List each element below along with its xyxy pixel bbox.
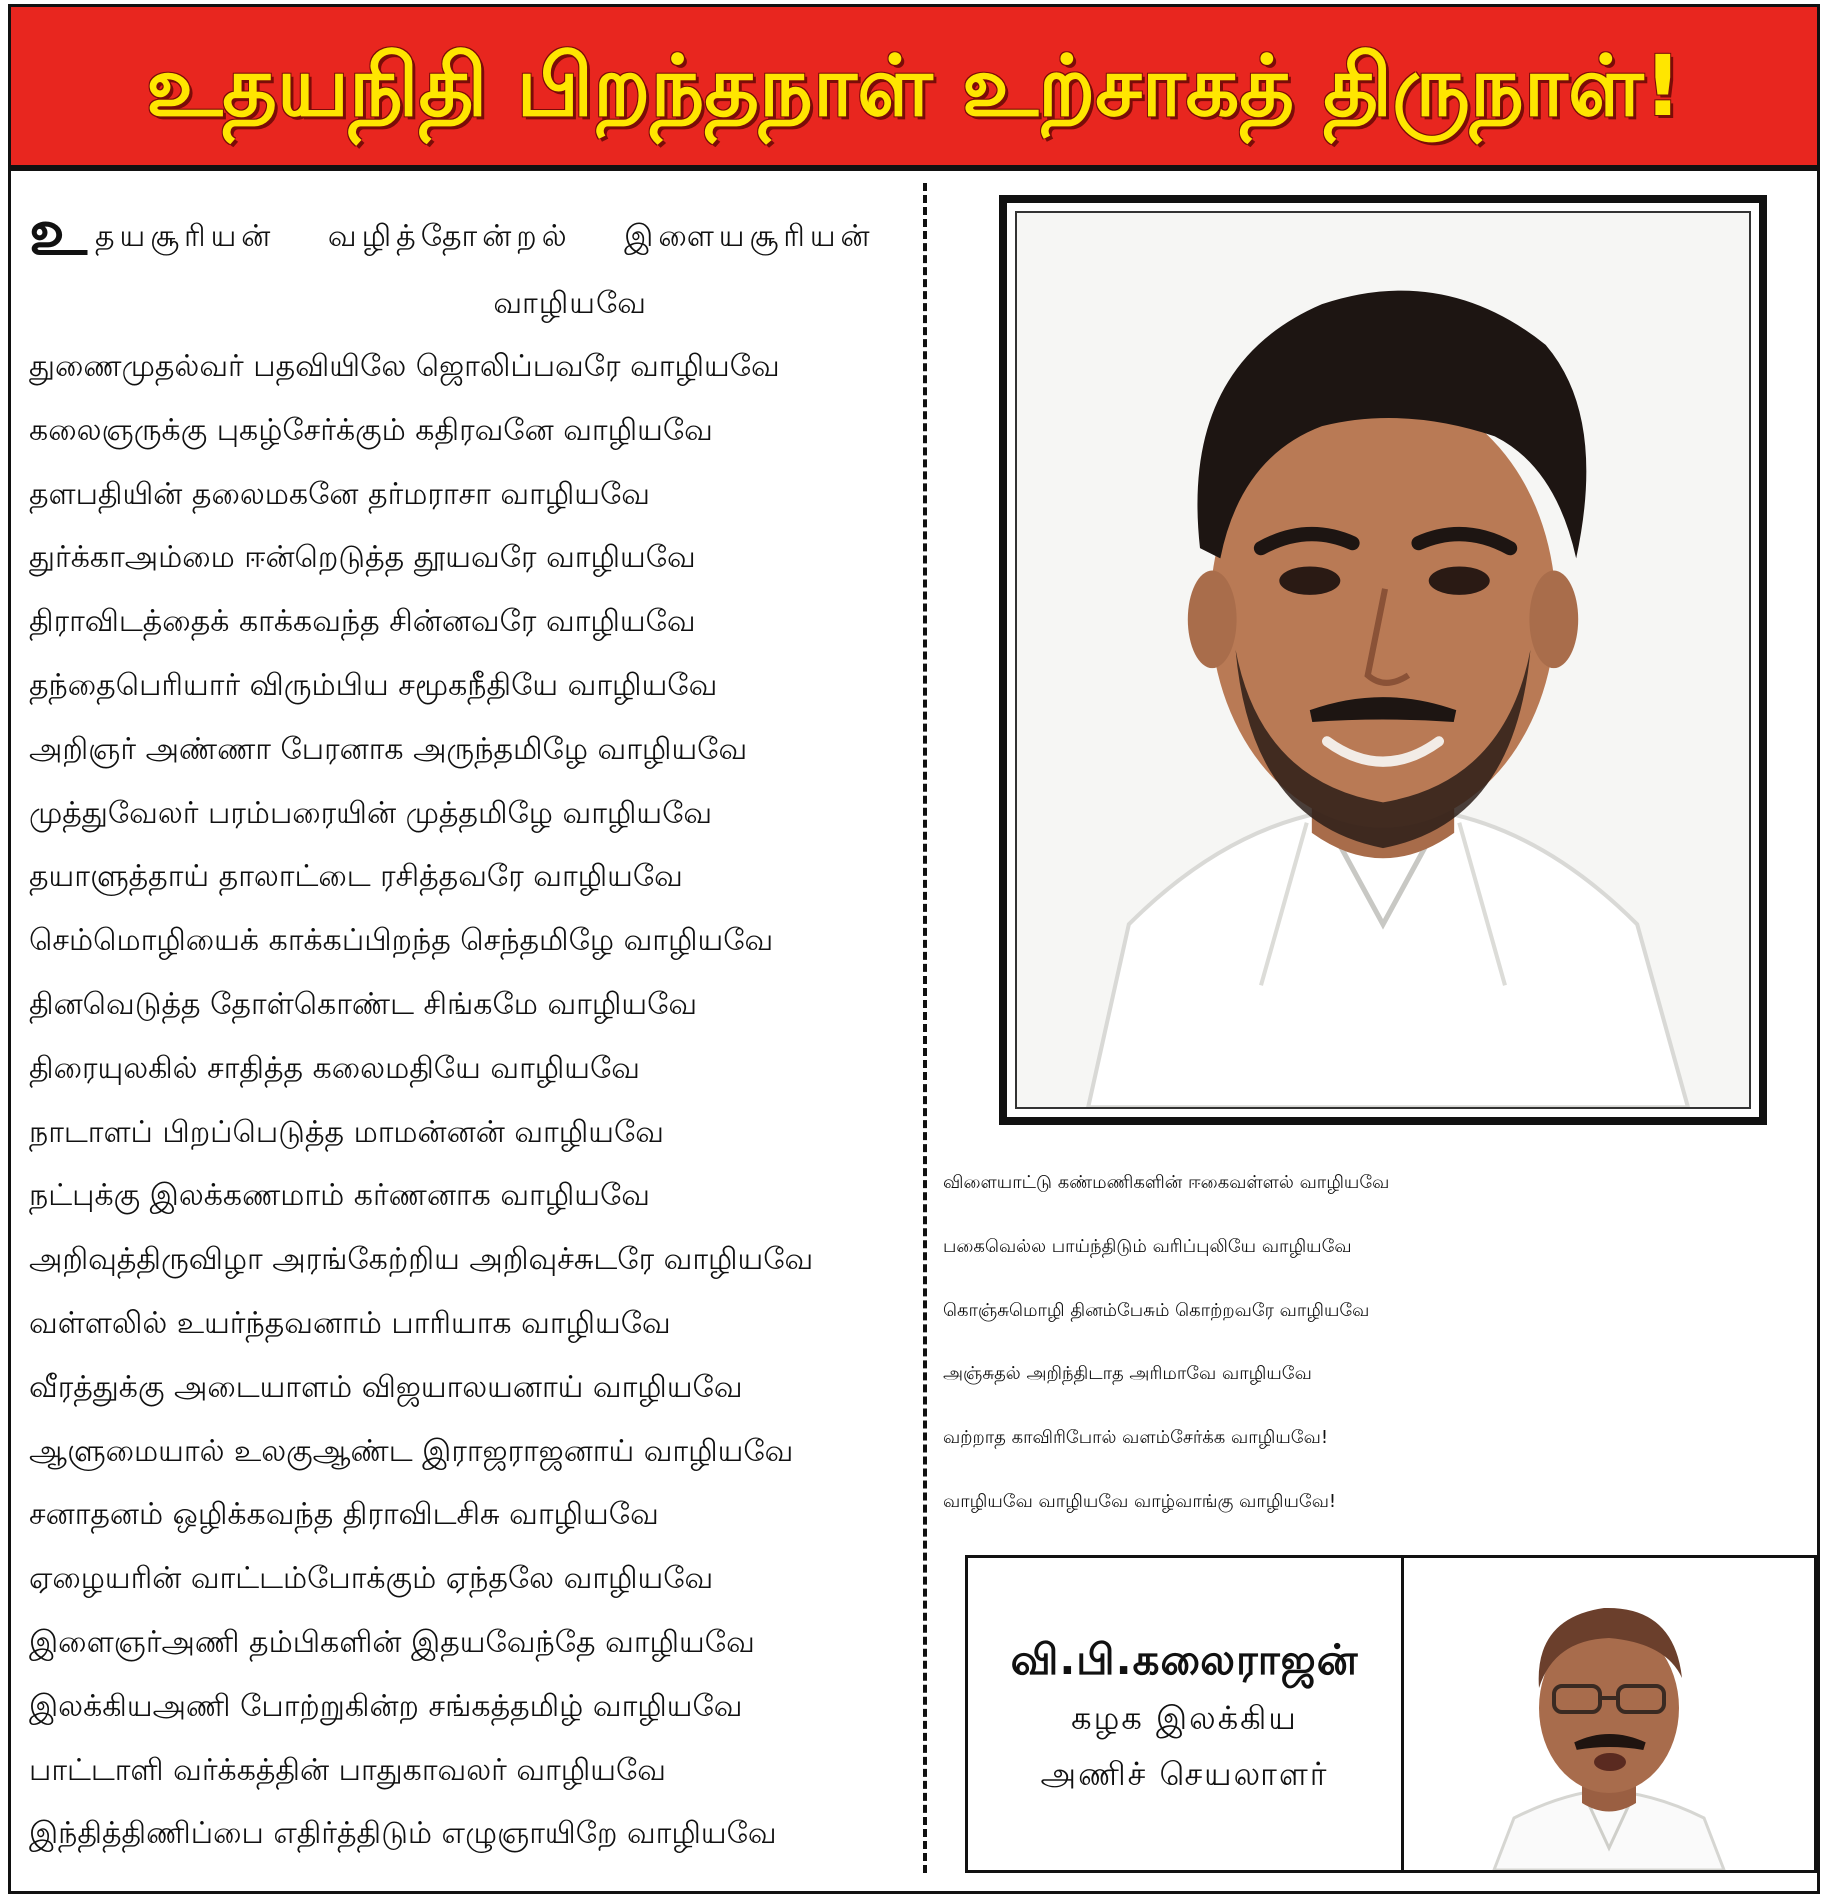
poem-first-line-text: தயசூரியன் வழித்தோன்றல் இளையசூரியன் (95, 219, 875, 254)
poem-line: தயாளுத்தாய் தாலாட்டை ரசித்தவரே வாழியவே (29, 859, 683, 895)
poem-line: செம்மொழியைக் காக்கப்பிறந்த செந்தமிழே வாழியவே (29, 923, 774, 959)
poem-line: பகைவெல்ல பாய்ந்திடும் வரிப்புலியே வாழியவே (943, 1235, 1352, 1257)
poem-line: வள்ளலில் உயர்ந்தவனாம் பாரியாக வாழியவே (29, 1305, 671, 1341)
portrait-illustration (1017, 213, 1749, 1107)
poem-line: இலக்கியஅணி போற்றுகின்ற சங்கத்தமிழ் வாழியவே (29, 1688, 743, 1724)
signature-text (968, 1558, 1404, 1870)
newspaper-page (8, 4, 1820, 1894)
poem-line: இந்தித்திணிப்பை எதிர்த்திடும் எழுஞாயிறே வாழியவே (29, 1816, 777, 1852)
poem-line: இளைஞர்அணி தம்பிகளின் இதயவேந்தே வாழியவே (29, 1624, 755, 1660)
poem-line: நாடாளப் பிறப்பெடுத்த மாமன்னன் வாழியவே (29, 1114, 664, 1150)
portrait-photo-frame (999, 195, 1767, 1125)
drop-cap: உ (29, 196, 88, 270)
author-photo (1404, 1558, 1814, 1870)
signature-box (965, 1555, 1817, 1873)
poem-line: சனாதனம் ஒழிக்கவந்த திராவிடசிசு வாழியவே (29, 1497, 659, 1533)
poem-first-line-continuation: வாழியவே (493, 286, 647, 321)
author-role-line-2: அணிச் செயலாளர் (1040, 1755, 1329, 1793)
poem-line: திராவிடத்தைக் காக்கவந்த சின்னவரே வாழியவே (29, 604, 696, 640)
author-name: வி.பி.கலைராஜன் (1010, 1635, 1359, 1684)
headline: உதயநிதி பிறந்தநாள் உற்சாகத் திருநாள்! (146, 37, 1682, 135)
poem-line: திரையுலகில் சாதித்த கலைமதியே வாழியவே (29, 1050, 641, 1086)
poem-line: நட்புக்கு இலக்கணமாம் கர்ணனாக வாழியவே (29, 1178, 650, 1214)
poem-line: அஞ்சுதல் அறிந்திடாத அரிமாவே வாழியவே (943, 1363, 1312, 1385)
poem-right-column (943, 1151, 1803, 1534)
headline-banner (11, 7, 1817, 171)
author-role-line-1: கழக இலக்கிய (1071, 1699, 1298, 1737)
poem-line: விளையாட்டு கண்மணிகளின் ஈகைவள்ளல் வாழியவே (943, 1172, 1390, 1193)
poem-line: கலைஞருக்கு புகழ்சேர்க்கும் கதிரவனே வாழியவே (29, 412, 713, 448)
poem-line: துர்க்காஅம்மை ஈன்றெடுத்த தூயவரே வாழியவே (29, 540, 696, 576)
poem-line: துணைமுதல்வர் பதவியிலே ஜொலிப்பவரே வாழியவே (29, 349, 780, 384)
portrait-photo (1015, 211, 1751, 1109)
column-divider (923, 183, 927, 1873)
poem-line: தந்தைபெரியார் விரும்பிய சமூகநீதியே வாழியவே (29, 667, 718, 703)
poem-line: பாட்டாளி வர்க்கத்தின் பாதுகாவலர் வாழியவே (29, 1752, 666, 1788)
poem-line: அறிஞர் அண்ணா பேரனாக அருந்தமிழே வாழியவே (29, 731, 748, 767)
poem-left-column (29, 196, 909, 1866)
poem-line: அறிவுத்திருவிழா அரங்கேற்றிய அறிவுச்சுடரே வாழியவே (29, 1242, 814, 1278)
poem-first-line (29, 196, 909, 273)
poem-line: முத்துவேலர் பரம்பரையின் முத்தமிழே வாழியவே (29, 795, 713, 831)
poem-line: ஏழையரின் வாட்டம்போக்கும் ஏந்தலே வாழியவே (29, 1561, 714, 1597)
poem-line: வாழியவே வாழியவே வாழ்வாங்கு வாழியவே! (943, 1490, 1337, 1512)
poem-line: தளபதியின் தலைமகனே தர்மராசா வாழியவே (29, 476, 651, 512)
poem-line: தினவெடுத்த தோள்கொண்ட சிங்கமே வாழியவே (29, 986, 698, 1022)
poem-line: வீரத்துக்கு அடையாளம் விஜயாலயனாய் வாழியவே (29, 1369, 743, 1405)
poem-line: வற்றாத காவிரிபோல் வளம்சேர்க்க வாழியவே! (943, 1427, 1329, 1449)
author-portrait-illustration (1404, 1558, 1814, 1870)
poem-line: கொஞ்சுமொழி தினம்பேசும் கொற்றவரே வாழியவே (943, 1299, 1370, 1321)
poem-line: ஆளுமையால் உலகுஆண்ட இராஜராஜனாய் வாழியவே (29, 1433, 794, 1469)
